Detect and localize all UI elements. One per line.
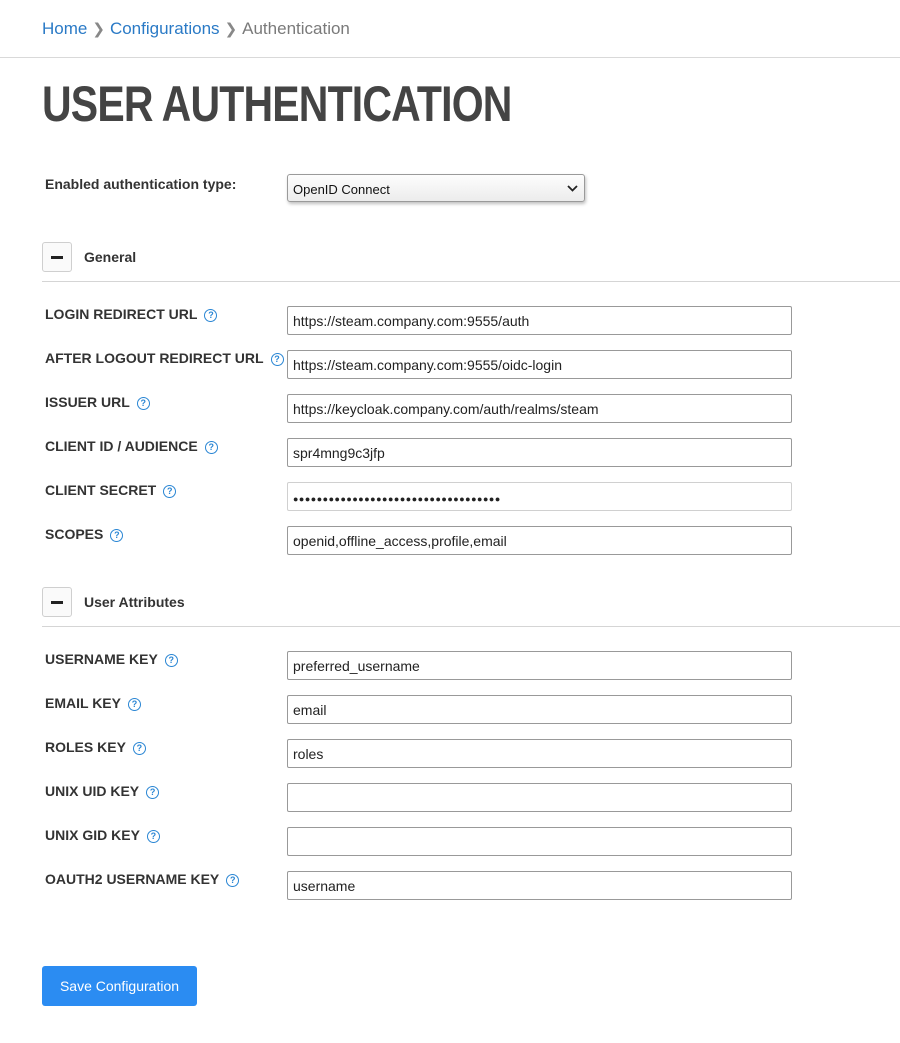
scopes-input[interactable]: openid,offline_access,profile,email bbox=[287, 526, 792, 555]
unix-gid-key-input[interactable] bbox=[287, 827, 792, 856]
auth-type-select[interactable] bbox=[287, 174, 585, 202]
save-configuration-button[interactable]: Save Configuration bbox=[42, 966, 197, 1006]
unix-uid-key-input[interactable] bbox=[287, 783, 792, 812]
login-redirect-url-input[interactable]: https://steam.company.com:9555/auth bbox=[287, 306, 792, 335]
client-id-label: CLIENT ID / AUDIENCE ? bbox=[45, 437, 218, 455]
auth-type-label: Enabled authentication type: bbox=[45, 176, 237, 192]
client-secret-input[interactable]: ●●●●●●●●●●●●●●●●●●●●●●●●●●●●●●●●●●● bbox=[287, 482, 792, 511]
username-key-input[interactable]: preferred_username bbox=[287, 651, 792, 680]
user-attributes-collapse-button[interactable] bbox=[42, 587, 72, 617]
page-title: USER AUTHENTICATION bbox=[42, 76, 512, 132]
help-icon[interactable]: ? bbox=[226, 874, 239, 887]
chevron-right-icon: ❯ bbox=[224, 21, 238, 38]
unix-gid-key-label: UNIX GID KEY ? bbox=[45, 826, 160, 844]
help-icon[interactable]: ? bbox=[128, 698, 141, 711]
help-icon[interactable]: ? bbox=[271, 353, 284, 366]
email-key-input[interactable]: email bbox=[287, 695, 792, 724]
help-icon[interactable]: ? bbox=[146, 786, 159, 799]
help-icon[interactable]: ? bbox=[133, 742, 146, 755]
general-section-divider bbox=[42, 281, 900, 282]
after-logout-redirect-url-label: AFTER LOGOUT REDIRECT URL ? bbox=[45, 349, 284, 367]
oauth2-username-key-label: OAUTH2 USERNAME KEY ? bbox=[45, 870, 239, 888]
oauth2-username-key-input[interactable]: username bbox=[287, 871, 792, 900]
issuer-url-label: ISSUER URL ? bbox=[45, 393, 150, 411]
help-icon[interactable]: ? bbox=[147, 830, 160, 843]
help-icon[interactable]: ? bbox=[110, 529, 123, 542]
breadcrumb-current: Authentication bbox=[242, 19, 350, 38]
after-logout-redirect-url-input[interactable]: https://steam.company.com:9555/oidc-login bbox=[287, 350, 792, 379]
breadcrumb bbox=[42, 18, 350, 41]
help-icon[interactable]: ? bbox=[163, 485, 176, 498]
scopes-label: SCOPES ? bbox=[45, 525, 123, 543]
help-icon[interactable]: ? bbox=[205, 441, 218, 454]
roles-key-label: ROLES KEY ? bbox=[45, 738, 146, 756]
breadcrumb-configurations-link[interactable]: Configurations bbox=[109, 19, 220, 38]
username-key-label: USERNAME KEY ? bbox=[45, 650, 178, 668]
user-attributes-section-title: User Attributes bbox=[84, 594, 185, 610]
client-id-input[interactable]: spr4mng9c3jfp bbox=[287, 438, 792, 467]
chevron-right-icon: ❯ bbox=[92, 21, 105, 38]
help-icon[interactable]: ? bbox=[204, 309, 217, 322]
general-collapse-button[interactable] bbox=[42, 242, 72, 272]
help-icon[interactable]: ? bbox=[165, 654, 178, 667]
client-secret-label: CLIENT SECRET ? bbox=[45, 481, 176, 499]
header-divider bbox=[0, 57, 900, 58]
login-redirect-url-label: LOGIN REDIRECT URL ? bbox=[45, 305, 217, 323]
roles-key-input[interactable]: roles bbox=[287, 739, 792, 768]
email-key-label: EMAIL KEY ? bbox=[45, 694, 141, 712]
breadcrumb-home-link[interactable]: Home bbox=[42, 19, 88, 38]
auth-type-value: OpenID Connect bbox=[293, 182, 390, 197]
user-attributes-section-divider bbox=[42, 626, 900, 627]
chevron-down-icon bbox=[567, 181, 578, 195]
unix-uid-key-label: UNIX UID KEY ? bbox=[45, 782, 159, 800]
general-section-title: General bbox=[84, 249, 137, 265]
help-icon[interactable]: ? bbox=[137, 397, 150, 410]
issuer-url-input[interactable]: https://keycloak.company.com/auth/realms/steam bbox=[287, 394, 792, 423]
